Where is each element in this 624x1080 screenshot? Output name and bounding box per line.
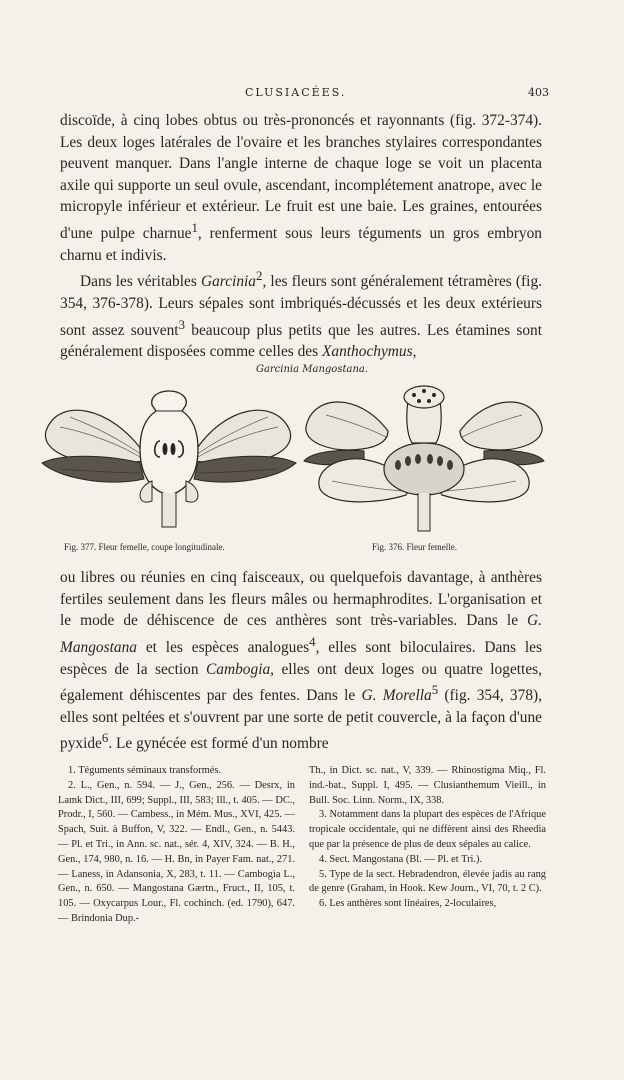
figure-376-illustration bbox=[302, 381, 546, 533]
paragraph-1: discoïde, à cinq lobes obtus ou très-prononcés et rayonnants (fig. 372-374). Les deux loges latérales de l'ovaire et les branches stylaires correspondantes peuvent manquer. Dans l'angle interne de chaque loge se voit un placenta axile qui supporte un seul ovule, ascendant, incomplétement anatrope, avec le micropyle inférieur et extérieur. Le fruit est une baie. Les graines, entourées d'une pulpe charnue$^1$, renferment sous leurs téguments un gros embryon charnu et indivis. bbox=[60, 112, 542, 264]
taxon-xanthochymus: Xanthochymus bbox=[321, 343, 413, 361]
footnote-4: 4. Sect. Mangostana (Bl. — Pl. et Tri.). bbox=[319, 853, 483, 865]
footnote-1: 1. Téguments séminaux transformés. bbox=[68, 765, 222, 776]
footnotes-left-column bbox=[58, 764, 295, 927]
paragraph-3: ou libres ou réunies en cinq faisceaux, ou quelquefois davantage, à anthères fertiles seulement dans les fleurs mâles ou hermaphrodites. L'organisation et le mode de déhiscence de ces anthères sont très-variables. Dans le G. Mangostana et les espèces analogues$^4$, elles sont biloculaires. Dans les espèces de la section Cambogia, elles ont deux loges ou quatre logettes, également déhiscentes par des fentes. Dans le G. Morella$^5$ (fig. 354, 378), elles sont peltées et s'ouvrent par une sorte de petit couvercle, à la façon d'une pyxide$^6$. Le gynécée est formé d'un nombre bbox=[60, 569, 542, 753]
body-text-top bbox=[60, 110, 542, 363]
footnote-5: 5. Type de la sect. Hebradendron, élevée jadis au rang de genre (Graham, in Hook. Kew Journ., VI, 70, t. 2 C). bbox=[309, 868, 546, 895]
running-title: CLUSIACÉES. bbox=[245, 86, 347, 99]
taxon-garcinia: Garcinia bbox=[201, 273, 257, 291]
taxon-g-mangostana: G. Mangostana bbox=[60, 612, 542, 656]
footnote-ref-3: 3 bbox=[178, 317, 185, 332]
footnote-ref-6: 6 bbox=[101, 731, 109, 746]
footnote-ref-2: 2 bbox=[256, 269, 263, 284]
running-head bbox=[0, 86, 624, 102]
longitudinal-section-drawing bbox=[40, 383, 298, 533]
footnote-ref-1: 1 bbox=[191, 220, 198, 235]
footnotes-right-column bbox=[309, 764, 546, 927]
footnote-6: 6. Les anthères sont linéaires, 2-loculaires, bbox=[319, 898, 497, 910]
footnote-3: 3. Notamment dans la plupart des espèces de l'Afrique tropicale occidentale, qui ne diffèrent ainsi des Rheedia que par la présence de plus de deux sépales au calice. bbox=[309, 809, 546, 850]
footnote-2-continued: Th., in Dict. sc. nat., V, 339. — Rhinostigma Miq., Fl. ind.-bat., Suppl. I, 495. — Clusianthemum Vieill., in Bull. Soc. Linn. Norm., IX, 338. bbox=[309, 765, 546, 806]
footnote-2: 2. L., Gen., n. 594. — J., Gen., 256. — Desrx, in Lamk Dict., III, 699; Suppl., III, 583; Ill., t. 405. — DC., Prodr., I, 560. — Cambess., in Mém. Mus., XVI, 425. — Spach, Suit. à Buffon, V, 322. — Endl., Gen., n. 5443. — Pl. et Tri., in Ann. sc. nat., sér. 4, XIV, 324. — B. H., Gen., 174, 980, n. 16. — H. Bn, in Payer Fam. nat., 271. — Laness, in Adansonia, X, 283, t. 11. — Cambogia L., Gen., n. 650. — Mangostana Gærtn., Fruct., II, 105, t. 105. — Oxycarpus Lour., Fl. cochinch. (ed. 1790), 647. — Brindonia Dup.- bbox=[58, 779, 295, 924]
taxon-cambogia: Cambogia bbox=[206, 660, 271, 678]
figure-376-caption: Fig. 376. Fleur femelle. bbox=[372, 542, 457, 552]
paragraph-2: Dans les véritables Garcinia$^2$, les fleurs sont généralement tétramères (fig. 354, 376-378). Leurs sépales sont imbriqués-décussés et les deux extérieurs sont assez souvent$^3$ beaucoup plus petits que les autres. Les étamines sont généralement disposées comme celles des Xanthochymus, bbox=[60, 269, 543, 361]
figure-377-illustration bbox=[40, 383, 298, 533]
body-text-bottom bbox=[60, 567, 542, 755]
footnotes bbox=[58, 764, 546, 927]
footnote-ref-4: 4 bbox=[309, 634, 316, 649]
footnote-ref-5: 5 bbox=[431, 683, 439, 698]
figure-377-caption: Fig. 377. Fleur femelle, coupe longitudinale. bbox=[64, 542, 225, 552]
female-flower-drawing bbox=[302, 381, 546, 533]
plate-title: Garcinia Mangostana. bbox=[255, 364, 369, 375]
taxon-g-morella: G. Morella bbox=[361, 687, 432, 705]
page-number: 403 bbox=[528, 86, 549, 99]
